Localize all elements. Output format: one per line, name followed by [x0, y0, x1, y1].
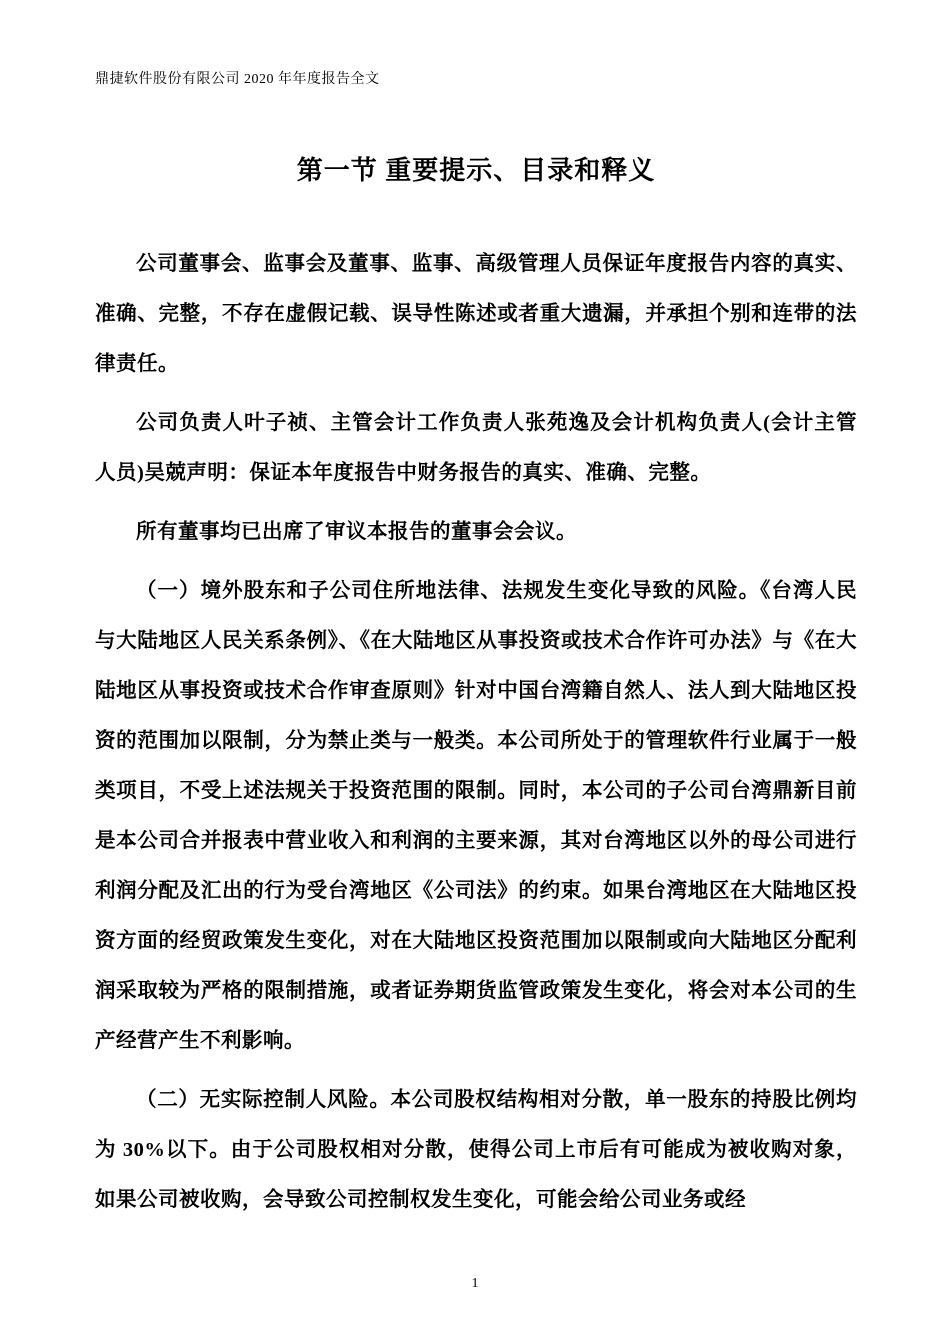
- document-header: 鼎捷软件股份有限公司 2020 年年度报告全文: [95, 72, 380, 87]
- document-body: [95, 150, 857, 1234]
- paragraphs-container: [95, 239, 857, 1225]
- paragraph-statement-accuracy: 公司董事会、监事会及董事、监事、高级管理人员保证年度报告内容的真实、准确、完整，不存在虚假记载、误导性陈述或者重大遗漏，并承担个别和连带的法律责任。: [95, 253, 857, 375]
- paragraph-risk-2-no-controller: （二）无实际控制人风险。本公司股权结构相对分散，单一股东的持股比例均为 30%以下。由于公司股权相对分散，使得公司上市后有可能成为被收购对象，如果公司被收购，会导致公司控制权发生变化，可能会给公司业务或经: [95, 1089, 857, 1211]
- section-title: 第一节 重要提示、目录和释义: [296, 156, 656, 185]
- paragraph-board-attendance: 所有董事均已出席了审议本报告的董事会会议。: [136, 521, 577, 543]
- page-number: 1: [471, 1276, 479, 1291]
- paragraph-responsible-persons: 公司负责人叶子祯、主管会计工作负责人张苑逸及会计机构负责人(会计主管人员)吴兢声明：保证本年度报告中财务报告的真实、准确、完整。: [95, 412, 857, 484]
- paragraph-risk-1-overseas-law: （一）境外股东和子公司住所地法律、法规发生变化导致的风险。《台湾人民与大陆地区人民关系条例》、《在大陆地区从事投资或技术合作许可办法》与《在大陆地区从事投资或技术合作审查原则》针对中国台湾籍自然人、法人到大陆地区投资的范围加以限制，分为禁止类与一般类。本公司所处于的管理软件行业属于一般类项目，不受上述法规关于投资范围的限制。同时，本公司的子公司台湾鼎新目前是本公司合并报表中营业收入和利润的主要来源，其对台湾地区以外的母公司进行利润分配及汇出的行为受台湾地区《公司法》的约束。如果台湾地区在大陆地区投资方面的经贸政策发生变化，对在大陆地区投资范围加以限制或向大陆地区分配利润采取较为严格的限制措施，或者证券期货监管政策发生变化，将会对本公司的生产经营产生不利影响。: [95, 580, 857, 1052]
